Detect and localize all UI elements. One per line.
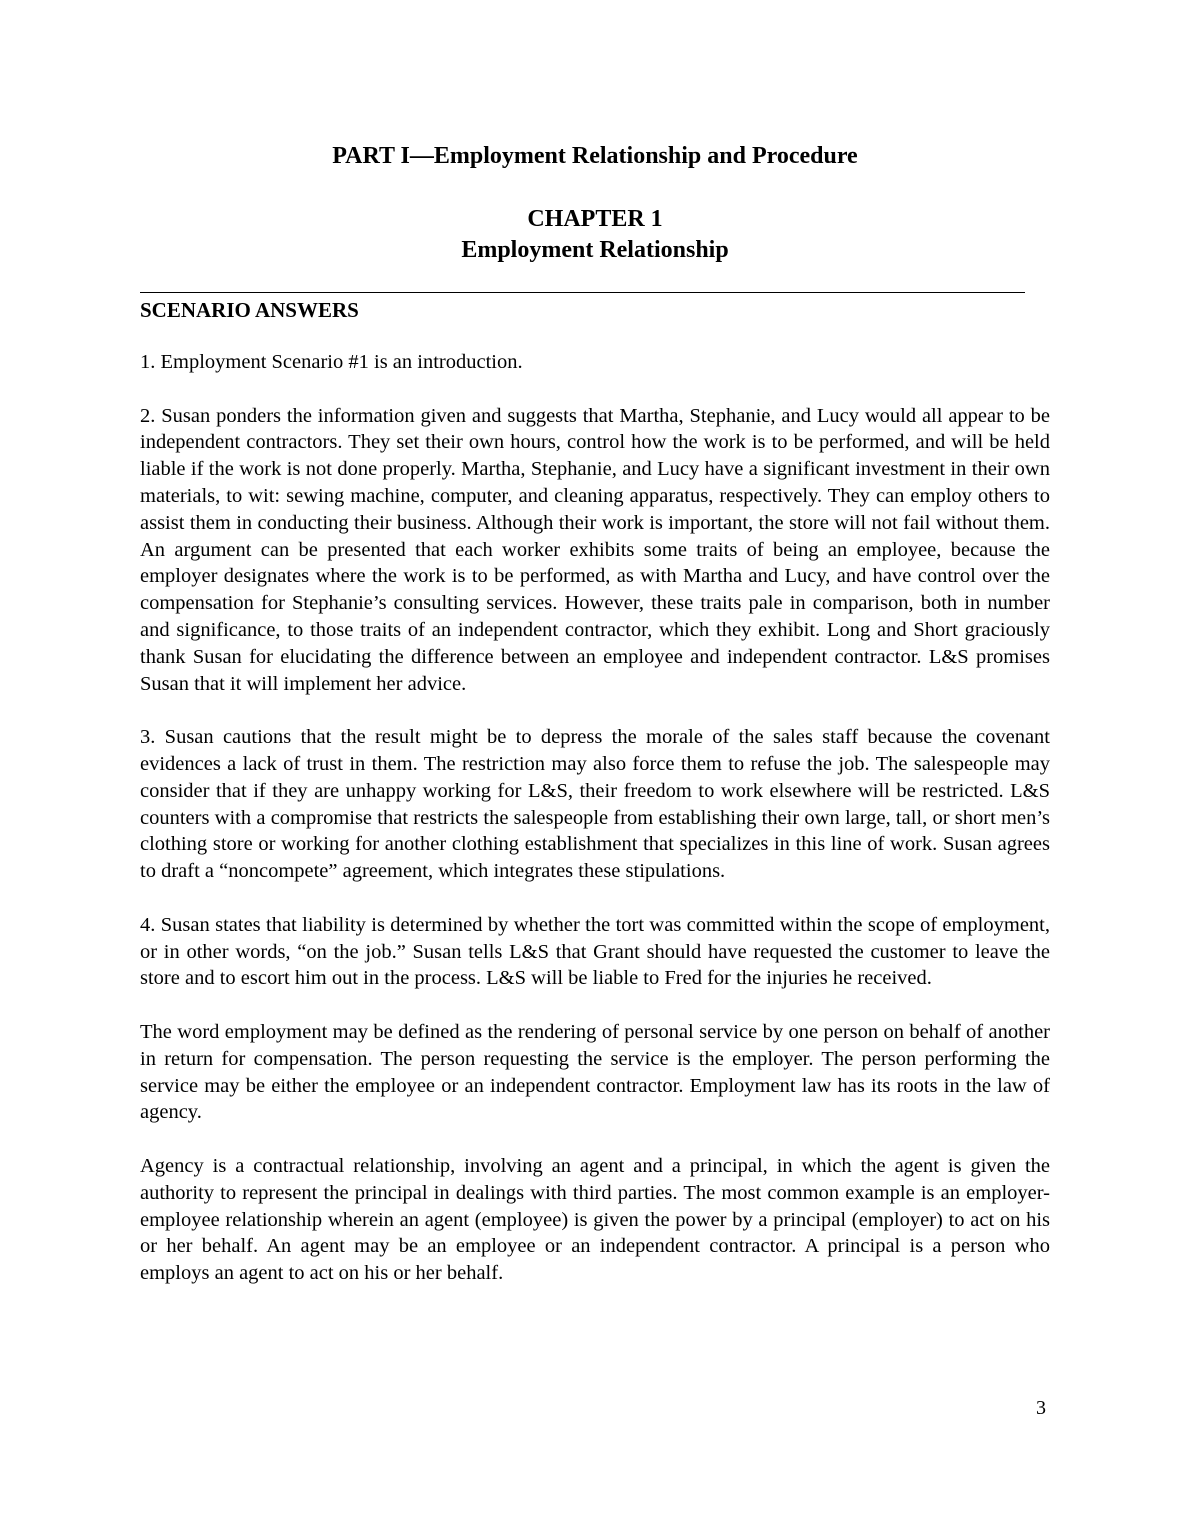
page-number: 3	[1036, 1397, 1046, 1419]
horizontal-rule	[140, 292, 1025, 293]
paragraph-2: 2. Susan ponders the information given and suggests that Martha, Stephanie, and Lucy would all appear to be independent contractors. They set their own hours, control how the work is to be performed, and will be held liable if the work is not done properly. Martha, Stephanie, and Lucy have a significant investment in their own materials, to wit: sewing machine, computer, and cleaning apparatus, respectively. They can employ others to assist them in conducting their business. Although their work is important, the store will not fail without them. An argument can be presented that each worker exhibits some traits of being an employee, because the employer designates where the work is to be performed, as with Martha and Lucy, and have control over the compensation for Stephanie’s consulting services. However, these traits pale in comparison, both in number and significance, to those traits of an independent contractor, which they exhibit. Long and Short graciously thank Susan for elucidating the difference between an employee and independent contractor. L&S promises Susan that it will implement her advice.	[140, 404, 1050, 695]
paragraph-5: The word employment may be defined as the rendering of personal service by one person on behalf of another in return for compensation. The person requesting the service is the employer. The person performing the service may be either the employee or an independent contractor. Employment law has its roots in the law of agency.	[140, 1020, 1050, 1124]
chapter-title: Employment Relationship	[461, 237, 729, 263]
part-title: PART I—Employment Relationship and Procedure	[332, 143, 858, 169]
paragraph-3: 3. Susan cautions that the result might be to depress the morale of the sales staff because the covenant evidences a lack of trust in them. The restriction may also force them to refuse the job. The salespeople may consider that if they are unhappy working for L&S, their freedom to work elsewhere will be restricted. L&S counters with a compromise that restricts the salespeople from establishing their own large, tall, or short men’s clothing store or working for another clothing establishment that specializes in this line of work. Susan agrees to draft a “noncompete” agreement, which integrates these stipulations.	[140, 726, 1050, 883]
paragraph-6: Agency is a contractual relationship, involving an agent and a principal, in which the agent is given the authority to represent the principal in dealings with third parties. The most common example is an employer-employee relationship wherein an agent (employee) is given the power by a principal (employer) to act on his or her behalf. An agent may be an employee or an independent contractor. A principal is a person who employs an agent to act on his or her behalf.	[140, 1154, 1050, 1285]
body-text	[140, 349, 1050, 1314]
paragraph-4: 4. Susan states that liability is determined by whether the tort was committed within the scope of employment, or in other words, “on the job.” Susan tells L&S that Grant should have requested the customer to leave the store and to escort him out in the process. L&S will be liable to Fred for the injuries he received.	[140, 913, 1050, 990]
paragraph-1: 1. Employment Scenario #1 is an introduction.	[140, 351, 523, 373]
chapter-heading	[0, 204, 1190, 266]
chapter-number: CHAPTER 1	[527, 206, 663, 232]
section-heading: SCENARIO ANSWERS	[140, 298, 359, 322]
